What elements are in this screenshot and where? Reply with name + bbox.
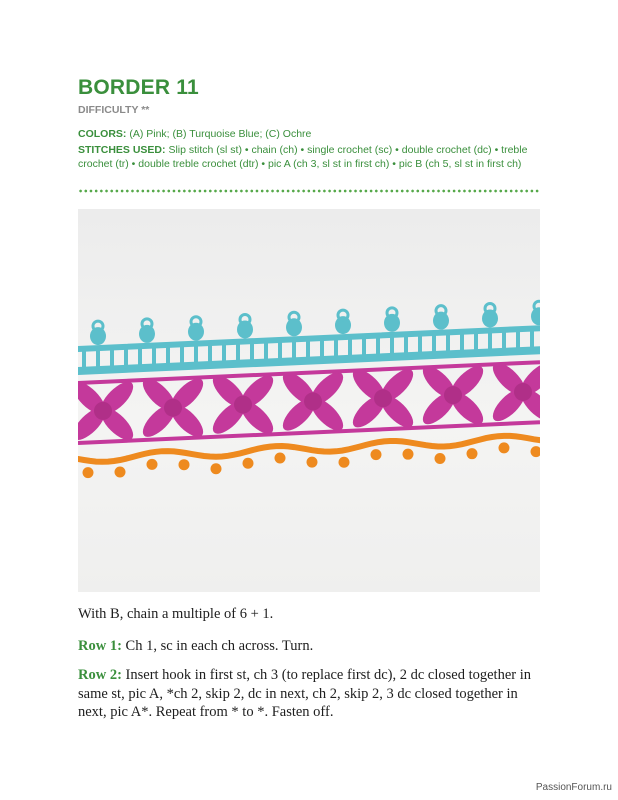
colors-text: (A) Pink; (B) Turquoise Blue; (C) Ochre [129,128,312,140]
pink-flower [418,361,488,429]
row-2-label: Row 2: [78,667,122,683]
row-2-text: Insert hook in first st, ch 3 (to replace first dc), 2 dc closed together in same st, pic A, *ch 2, skip 2, dc in next, ch 2, skip 2, 3 dc closed together in next, pic A*. Repeat from * to *. Fasten off. [78,667,532,720]
turquoise-picot-loop [191,317,201,327]
instruction-row-2 [78,666,548,722]
ochre-picot [307,457,318,468]
colors-line [78,128,548,142]
instruction-intro: With B, chain a multiple of 6 + 1. [78,606,274,622]
row-1-text: Ch 1, sc in each ch across. Turn. [125,638,314,654]
instruction-row-1 [78,637,548,656]
turquoise-picot-loop [534,301,540,311]
pink-flower [138,374,208,442]
ochre-picot [403,449,414,460]
turquoise-picot-loop [436,306,446,316]
ochre-picot [211,463,222,474]
pink-flower [488,358,540,426]
colors-label: COLORS: [78,128,127,140]
ochre-picot [147,459,158,470]
ochre-picot [435,453,446,464]
ochre-picot [467,448,478,459]
pink-flower [208,370,278,438]
ochre-picot [339,457,350,468]
ochre-picot [275,453,286,464]
ochre-picot [531,446,541,457]
turquoise-picot-loop [289,312,299,322]
dotted-divider [78,189,540,193]
watermark: PassionForum.ru [535,782,612,793]
ochre-picot [83,467,94,478]
stitches-label: STITCHES USED: [78,144,166,156]
pink-flower [78,377,138,445]
pink-flower [278,367,348,435]
stitches-line [78,144,548,171]
ochre-picot [115,467,126,478]
ochre-picot [179,459,190,470]
ochre-picot [371,449,382,460]
page-title: BORDER 11 [78,76,199,99]
difficulty-rating: DIFFICULTY ** [78,104,150,116]
turquoise-picot-loop [338,310,348,320]
turquoise-picot-loop [93,321,103,331]
ochre-picot [243,458,254,469]
row-1-label: Row 1: [78,638,122,654]
crochet-border-photo [78,209,540,592]
stitches-text: Slip stitch (sl st) • chain (ch) • single crochet (sc) • double crochet (dc) • treble crochet (tr) • double treble crochet (dtr) • pic A (ch 3, sl st in first ch) • pic B (ch 5, sl st in first ch) [78,144,528,170]
pink-flower [348,364,418,432]
ochre-picot [499,442,510,453]
